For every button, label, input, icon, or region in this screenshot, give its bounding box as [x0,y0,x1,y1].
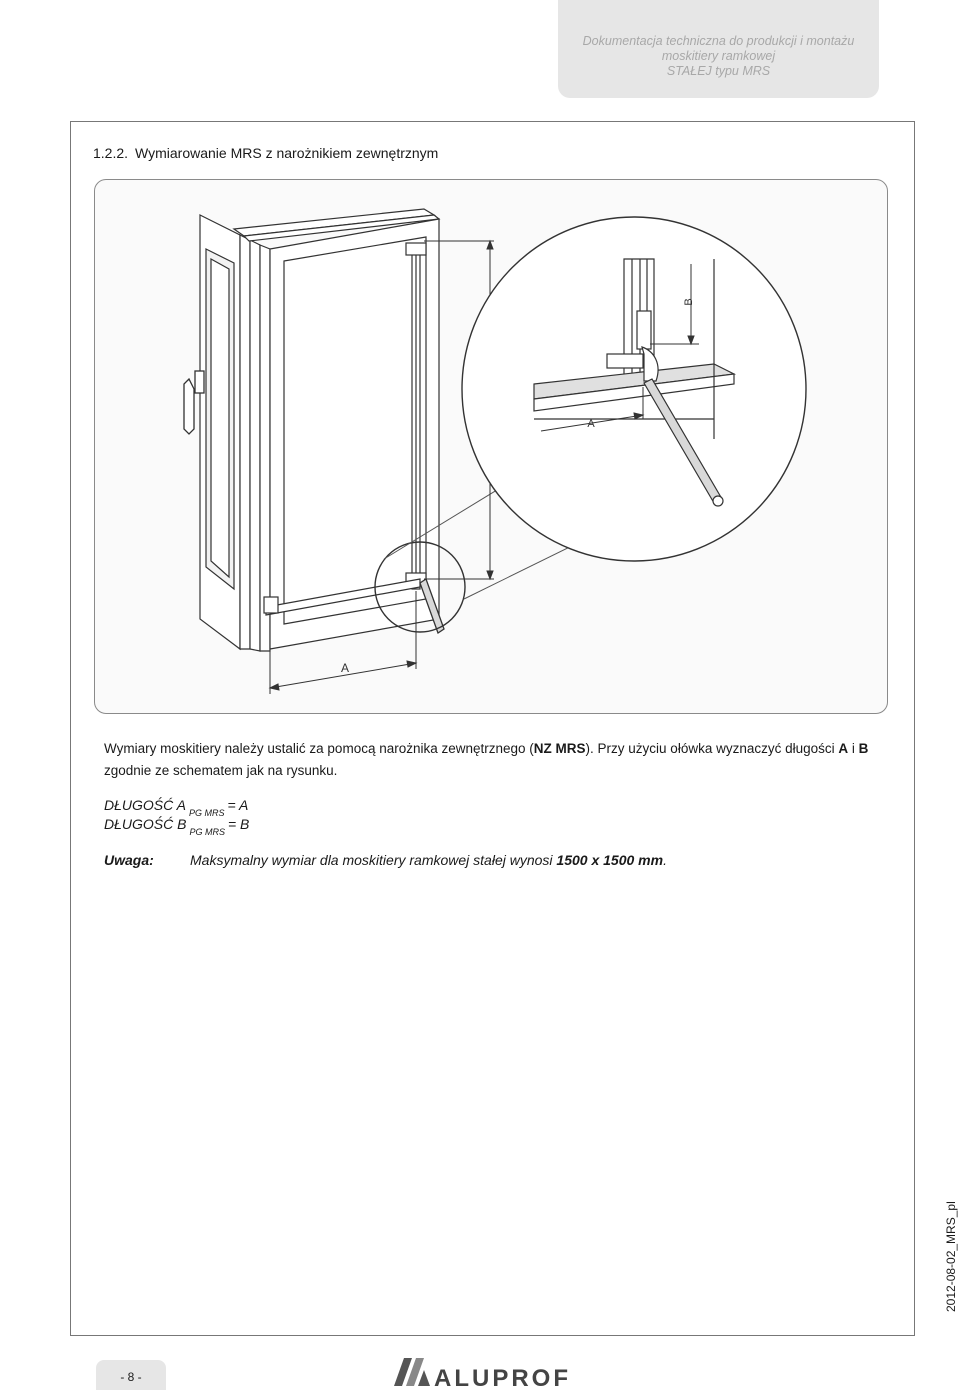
note-label: Uwaga: [104,852,154,868]
header-line-1: Dokumentacja techniczna do produkcji i montażu [582,34,855,48]
page-number: - 8 - [96,1360,166,1390]
document-header [558,0,879,98]
paragraph-part-3: i [848,741,859,756]
detail-view [462,217,806,561]
window-left-frame [200,215,240,649]
formula-b-right: = B [227,816,250,832]
instruction-paragraph [104,738,884,782]
document-code: 2012-08-02_MRS_pl [944,1201,958,1312]
paragraph-code: NZ MRS [533,741,586,756]
formula-b-sub: PG MRS [189,827,225,837]
note-end: . [663,852,667,868]
logo-text: ALUPROF [434,1365,571,1392]
paragraph-b: B [858,741,869,756]
formula-a-left: DŁUGOŚĆ A [104,797,186,813]
paragraph-part-2: ). Przy użyciu ołówka wyznaczyć długości [585,741,839,756]
detail-dimension-b-label: B [683,298,695,306]
detail-dimension-a-label: A [587,418,595,430]
paragraph-part-4: zgodnie ze schematem jak na rysunku. [104,763,338,778]
note-text-body: Maksymalny wymiar dla moskitiery ramkowej stałej wynosi [190,852,557,868]
aluprof-logo-icon [390,1352,434,1390]
formula-a-sub: PG MRS [188,808,225,818]
dimension-a-label: A [340,661,350,675]
section-number: 1.2.2. [93,145,129,161]
formula-b-left: DŁUGOŚĆ B [104,816,187,832]
note-value: 1500 x 1500 mm [556,852,664,868]
header-line-3: STAŁEJ typu MRS [666,64,771,78]
section-title [93,145,438,161]
section-title-text: Wymiarowanie MRS z narożnikiem zewnętrznym [135,145,439,161]
note-text [190,852,667,868]
formula-a-right: = A [227,797,249,813]
window-dimension-drawing [94,179,888,714]
paragraph-a: A [838,741,849,756]
formula-length-b [104,816,250,837]
formula-length-a [104,797,249,818]
header-line-2: moskitiery ramkowej [661,49,776,63]
paragraph-part-1: Wymiary moskitiery należy ustalić za pomocą narożnika zewnętrznego ( [104,741,534,756]
